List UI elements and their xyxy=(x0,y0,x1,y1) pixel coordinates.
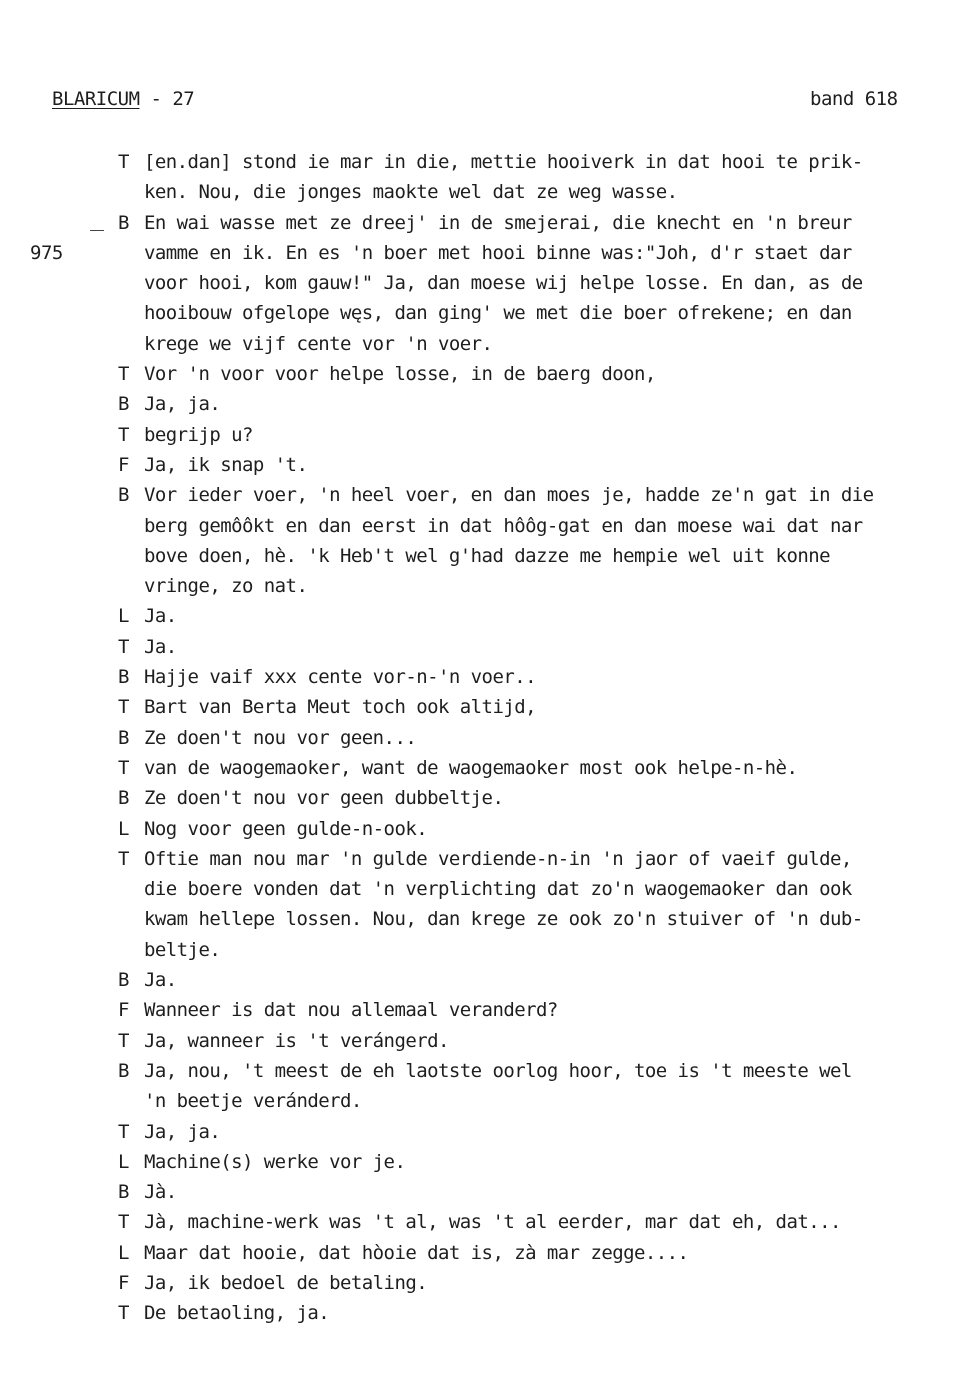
speaker-label: B xyxy=(118,211,129,234)
transcript-line xyxy=(0,935,966,965)
transcript-line xyxy=(0,1207,966,1237)
transcript-line xyxy=(0,783,966,813)
utterance-text: Nog voor geen gulde-n-ook. xyxy=(144,817,428,840)
band-number: band 618 xyxy=(810,88,898,110)
transcript-line xyxy=(0,1177,966,1207)
transcript-line xyxy=(0,1086,966,1116)
utterance-text: Wanneer is dat nou allemaal veranderd? xyxy=(144,999,558,1022)
utterance-text: Ja, ik snap 't. xyxy=(144,453,308,476)
utterance-text: kwam hellepe lossen. Nou, dan krege ze ook zo'n stuiver of 'n dub- xyxy=(144,908,863,931)
utterance-text: Ja, ja. xyxy=(144,393,221,416)
transcript-line xyxy=(0,359,966,389)
transcript-line xyxy=(0,177,966,207)
utterance-text: die boere vonden dat 'n verplichting dat zo'n waogemaoker dan ook xyxy=(144,878,852,901)
transcript-line xyxy=(0,480,966,510)
utterance-text: vamme en ik. En es 'n boer met hooi binne was:"Joh, d'r staet dar xyxy=(144,241,852,264)
speaker-label: T xyxy=(118,847,129,870)
transcript-line xyxy=(0,208,966,238)
utterance-text: Maar dat hooie, dat hòoie dat is, zà mar zegge.... xyxy=(144,1241,689,1264)
transcript-line xyxy=(0,147,966,177)
utterance-text: Ja. xyxy=(144,969,177,992)
transcript-line xyxy=(0,420,966,450)
utterance-text: En wai wasse met ze dreej' in de smejerai, die knecht en 'n breur xyxy=(144,211,852,234)
utterance-text: Ja, ja. xyxy=(144,1120,221,1143)
utterance-text: Ja. xyxy=(144,605,177,628)
speaker-label: T xyxy=(118,1029,129,1052)
utterance-text: Jà. xyxy=(144,1181,177,1204)
transcript-line xyxy=(0,1238,966,1268)
speaker-label: T xyxy=(118,1302,129,1325)
speaker-label: T xyxy=(118,756,129,779)
utterance-text: Ja, ik bedoel de betaling. xyxy=(144,1271,428,1294)
utterance-text: Hajje vaif xxx cente vor-n-'n voer.. xyxy=(144,666,537,689)
speaker-label: B xyxy=(118,484,129,507)
speaker-label: B xyxy=(118,726,129,749)
transcript-line xyxy=(0,874,966,904)
speaker-label: T xyxy=(118,696,129,719)
transcript-line xyxy=(0,723,966,753)
transcript-line xyxy=(0,995,966,1025)
speaker-label: B xyxy=(118,1059,129,1082)
utterance-text: Ze doen't nou vor geen dubbeltje. xyxy=(144,787,504,810)
transcript-line xyxy=(0,298,966,328)
transcript-line xyxy=(0,1056,966,1086)
utterance-text: De betaoling, ja. xyxy=(144,1302,330,1325)
utterance-text: 'n beetje veránderd. xyxy=(144,1090,362,1113)
speaker-label: T xyxy=(118,423,129,446)
page-number: - 27 xyxy=(139,88,195,110)
utterance-text: bove doen, hè. 'k Heb't wel g'had dazze me hempie wel uit konne xyxy=(144,544,831,567)
transcript-line xyxy=(0,601,966,631)
speaker-label: B xyxy=(118,393,129,416)
utterance-text: Vor 'n voor voor helpe losse, in de baerg doon, xyxy=(144,363,656,386)
transcript-line xyxy=(0,632,966,662)
utterance-text: beltje. xyxy=(144,938,221,961)
speaker-label: B xyxy=(118,666,129,689)
speaker-label: B xyxy=(118,969,129,992)
place-name: BLARICUM xyxy=(52,88,140,110)
page-header-left xyxy=(52,88,194,110)
utterance-text: van de waogemaoker, want de waogemaoker most ook helpe-n-hè. xyxy=(144,756,798,779)
speaker-label: F xyxy=(118,999,129,1022)
utterance-text: Jà, machine-werk was 't al, was 't al eerder, mar dat eh, dat... xyxy=(144,1211,841,1234)
utterance-text: Bart van Berta Meut toch ook altijd, xyxy=(144,696,537,719)
speaker-label: T xyxy=(118,1211,129,1234)
speaker-label: F xyxy=(118,1271,129,1294)
utterance-text: ken. Nou, die jonges maokte wel dat ze weg wasse. xyxy=(144,181,678,204)
transcript-line xyxy=(0,450,966,480)
margin-line-number: 975 xyxy=(30,242,63,264)
speaker-label: L xyxy=(118,1150,129,1173)
transcript-line xyxy=(0,1147,966,1177)
transcript-line xyxy=(0,1117,966,1147)
transcript-line xyxy=(0,1298,966,1328)
speaker-label: B xyxy=(118,787,129,810)
transcript-line xyxy=(0,329,966,359)
transcript-line xyxy=(0,238,966,268)
speaker-label: L xyxy=(118,605,129,628)
speaker-label: T xyxy=(118,1120,129,1143)
utterance-text: Vor ieder voer, 'n heel voer, en dan moes je, hadde ze'n gat in die xyxy=(144,484,874,507)
transcript-line xyxy=(0,904,966,934)
utterance-text: vringe, zo nat. xyxy=(144,575,308,598)
transcript-line xyxy=(0,571,966,601)
transcript-line xyxy=(0,692,966,722)
utterance-text: begrijp u? xyxy=(144,423,253,446)
utterance-text: Ze doen't nou vor geen... xyxy=(144,726,417,749)
transcript-line xyxy=(0,965,966,995)
utterance-text: Machine(s) werke vor je. xyxy=(144,1150,406,1173)
utterance-text: voor hooi, kom gauw!" Ja, dan moese wij helpe losse. En dan, as de xyxy=(144,272,863,295)
utterance-text: hooibouw ofgelope węs, dan ging' we met die boer ofrekene; en dan xyxy=(144,302,852,325)
speaker-label: L xyxy=(118,817,129,840)
transcript-line xyxy=(0,511,966,541)
speaker-label: T xyxy=(118,363,129,386)
speaker-label: B xyxy=(118,1181,129,1204)
speaker-label: L xyxy=(118,1241,129,1264)
utterance-text: berg gemôôkt en dan eerst in dat hôôg-gat en dan moese wai dat nar xyxy=(144,514,863,537)
utterance-text: Ja. xyxy=(144,635,177,658)
utterance-text: Ja, wanneer is 't verángerd. xyxy=(144,1029,449,1052)
speaker-label: F xyxy=(118,453,129,476)
speaker-label: T xyxy=(118,635,129,658)
speaker-label: T xyxy=(118,151,129,173)
transcript-line xyxy=(0,268,966,298)
transcript-body xyxy=(0,147,966,1329)
utterance-text: krege we vijf cente vor 'n voer. xyxy=(144,332,493,355)
transcript-line xyxy=(0,541,966,571)
transcript-line xyxy=(0,1268,966,1298)
transcript-line xyxy=(0,844,966,874)
transcript-line xyxy=(0,662,966,692)
transcript-line xyxy=(0,753,966,783)
transcript-line xyxy=(0,1026,966,1056)
utterance-text: Oftie man nou mar 'n gulde verdiende-n-in 'n jaor of vaeif gulde, xyxy=(144,847,852,870)
transcript-line xyxy=(0,814,966,844)
utterance-text: [en.dan] stond ie mar in die, mettie hooiverk in dat hooi te prik- xyxy=(144,151,863,173)
transcript-line xyxy=(0,389,966,419)
utterance-text: Ja, nou, 't meest de eh laotste oorlog hoor, toe is 't meeste wel xyxy=(144,1059,852,1082)
